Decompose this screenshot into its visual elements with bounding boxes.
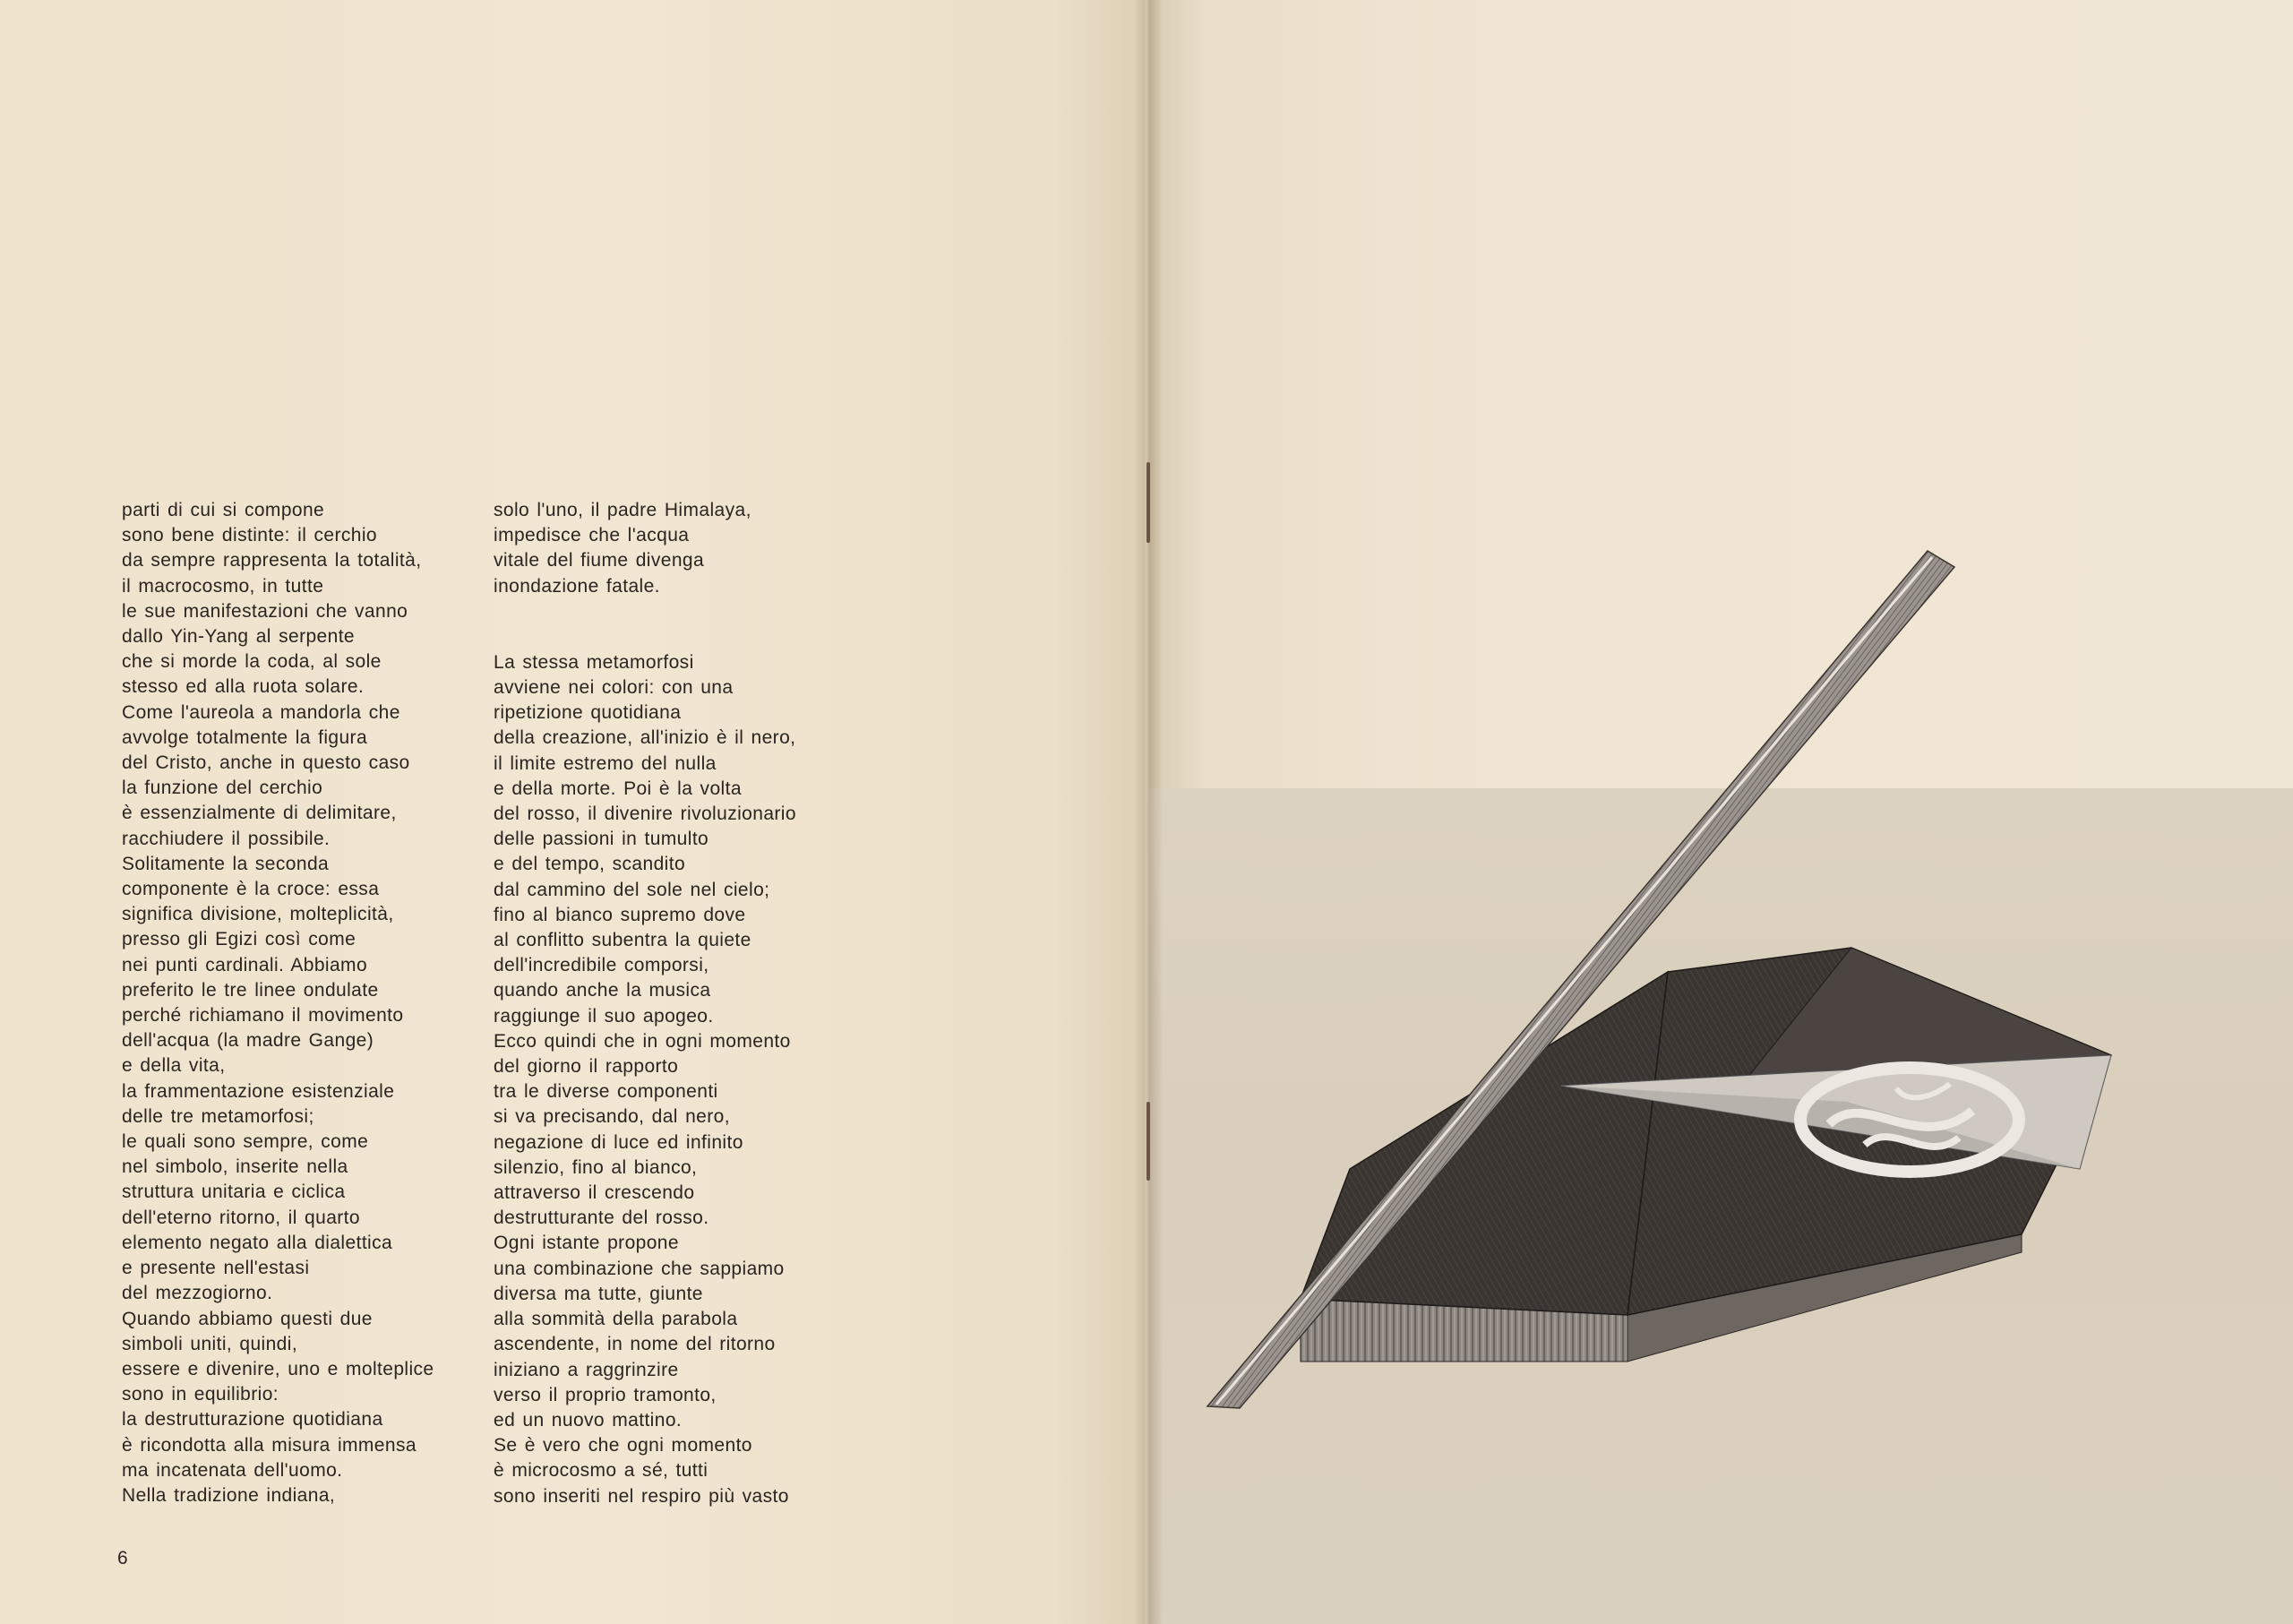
text-line: dallo Yin-Yang al serpente xyxy=(122,626,356,648)
text-line: nei punti cardinali. Abbiamo xyxy=(122,954,368,975)
text-line: struttura unitaria e ciclica xyxy=(122,1181,346,1203)
text-line: racchiudere il possibile. xyxy=(122,828,331,849)
text-line: e presente nell'estasi xyxy=(122,1258,310,1279)
text-line: parti di cui si compone xyxy=(122,500,325,520)
text-line: ed un nuovo mattino. xyxy=(494,1409,683,1431)
text-line: componente è la croce: essa xyxy=(122,879,380,900)
text-line: che si morde la coda, al sole xyxy=(122,651,382,673)
text-line: diversa ma tutte, giunte xyxy=(494,1283,703,1304)
text-line: Se è vero che ogni momento xyxy=(494,1435,752,1456)
text-line: Nella tradizione indiana, xyxy=(122,1484,336,1506)
text-line: destrutturante del rosso. xyxy=(494,1207,709,1229)
text-line: la destrutturazione quotidiana xyxy=(122,1409,383,1431)
text-line: Ecco quindi che in ogni momento xyxy=(494,1030,791,1052)
text-line: presso gli Egizi così come xyxy=(122,929,356,950)
text-line: del mezzogiorno. xyxy=(122,1283,273,1304)
text-line: una combinazione che sappiamo xyxy=(494,1258,785,1279)
text-line: al conflitto subentra la quiete xyxy=(494,930,751,951)
text-line: è microcosmo a sé, tutti xyxy=(494,1460,709,1482)
text-line: il macrocosmo, in tutte xyxy=(122,575,324,597)
text-line: dell'eterno ritorno, il quarto xyxy=(122,1207,360,1228)
text-line: nel simbolo, inserite nella xyxy=(122,1156,348,1178)
text-line: iniziano a raggrinzire xyxy=(494,1359,679,1380)
text-line: elemento negato alla dialettica xyxy=(122,1232,393,1253)
text-line: Ogni istante propone xyxy=(494,1233,679,1254)
text-line: verso il proprio tramonto, xyxy=(494,1384,717,1405)
text-line: significa divisione, molteplicità, xyxy=(122,904,394,925)
text-line: impedisce che l'acqua xyxy=(494,525,690,546)
text-line: e della vita, xyxy=(122,1055,226,1077)
page-number: 6 xyxy=(117,1548,128,1568)
text-line: negazione di luce ed infinito xyxy=(494,1131,743,1153)
sculpture-illustration xyxy=(1148,0,2293,1624)
text-line: la funzione del cerchio xyxy=(122,778,323,799)
text-line: sono bene distinte: il cerchio xyxy=(122,525,377,546)
text-line: Quando abbiamo questi due xyxy=(122,1308,373,1329)
text-line: dell'incredibile comporsi, xyxy=(494,955,709,976)
text-line: è essenzialmente di delimitare, xyxy=(122,803,397,824)
text-line: preferito le tre linee ondulate xyxy=(122,979,379,1001)
text-line: sono inseriti nel respiro più vasto xyxy=(494,1485,789,1507)
text-line: ma incatenata dell'uomo. xyxy=(122,1459,343,1481)
text-line: ascendente, in nome del ritorno xyxy=(494,1334,776,1355)
text-line: stesso ed alla ruota solare. xyxy=(122,676,365,698)
text-line: vitale del fiume divenga xyxy=(494,550,705,571)
text-line: simboli uniti, quindi, xyxy=(122,1333,298,1354)
text-line: inondazione fatale. xyxy=(494,575,660,597)
text-line: quando anche la musica xyxy=(494,980,711,1001)
text-line: alla sommità della parabola xyxy=(494,1309,738,1330)
text-line: e del tempo, scandito xyxy=(494,854,686,875)
paragraph-2 xyxy=(494,650,796,1509)
text-line: essere e divenire, uno e molteplice xyxy=(122,1358,434,1379)
text-line: il limite estremo del nulla xyxy=(494,752,717,774)
text-line: da sempre rappresenta la totalità, xyxy=(122,550,422,571)
text-line: La stessa metamorfosi xyxy=(494,651,694,673)
text-line: della creazione, all'inizio è il nero, xyxy=(494,727,796,749)
text-line: del rosso, il divenire rivoluzionario xyxy=(494,803,796,825)
text-line: silenzio, fino al bianco, xyxy=(494,1156,698,1178)
text-line: le quali sono sempre, come xyxy=(122,1131,369,1153)
text-line: dal cammino del sole nel cielo; xyxy=(494,879,770,900)
text-line: raggiunge il suo apogeo. xyxy=(494,1005,714,1027)
text-line: le sue manifestazioni che vanno xyxy=(122,600,408,622)
text-column-1 xyxy=(122,498,434,1508)
text-line: la frammentazione esistenziale xyxy=(122,1080,395,1102)
text-column-2 xyxy=(494,498,796,1509)
text-line: e della morte. Poi è la volta xyxy=(494,778,742,799)
text-line: dell'acqua (la madre Gange) xyxy=(122,1030,374,1052)
text-line: avviene nei colori: con una xyxy=(494,677,734,699)
text-line: perché richiamano il movimento xyxy=(122,1005,404,1027)
text-line: delle passioni in tumulto xyxy=(494,829,709,850)
text-line: sono in equilibrio: xyxy=(122,1384,279,1405)
text-line: Come l'aureola a mandorla che xyxy=(122,701,400,723)
text-line: solo l'uno, il padre Himalaya, xyxy=(494,500,751,520)
paragraph-1 xyxy=(494,498,796,599)
text-line: del Cristo, anche in questo caso xyxy=(122,752,410,774)
text-line: Solitamente la seconda xyxy=(122,853,330,874)
text-line: è ricondotta alla misura immensa xyxy=(122,1434,417,1456)
text-line: tra le diverse componenti xyxy=(494,1081,718,1103)
text-line: ripetizione quotidiana xyxy=(494,702,682,724)
text-line: fino al bianco supremo dove xyxy=(494,904,746,925)
text-line: delle tre metamorfosi; xyxy=(122,1105,314,1127)
text-line: avvolge totalmente la figura xyxy=(122,726,368,748)
text-line: si va precisando, dal nero, xyxy=(494,1106,730,1128)
text-line: del giorno il rapporto xyxy=(494,1056,679,1078)
text-line: attraverso il crescendo xyxy=(494,1182,695,1204)
